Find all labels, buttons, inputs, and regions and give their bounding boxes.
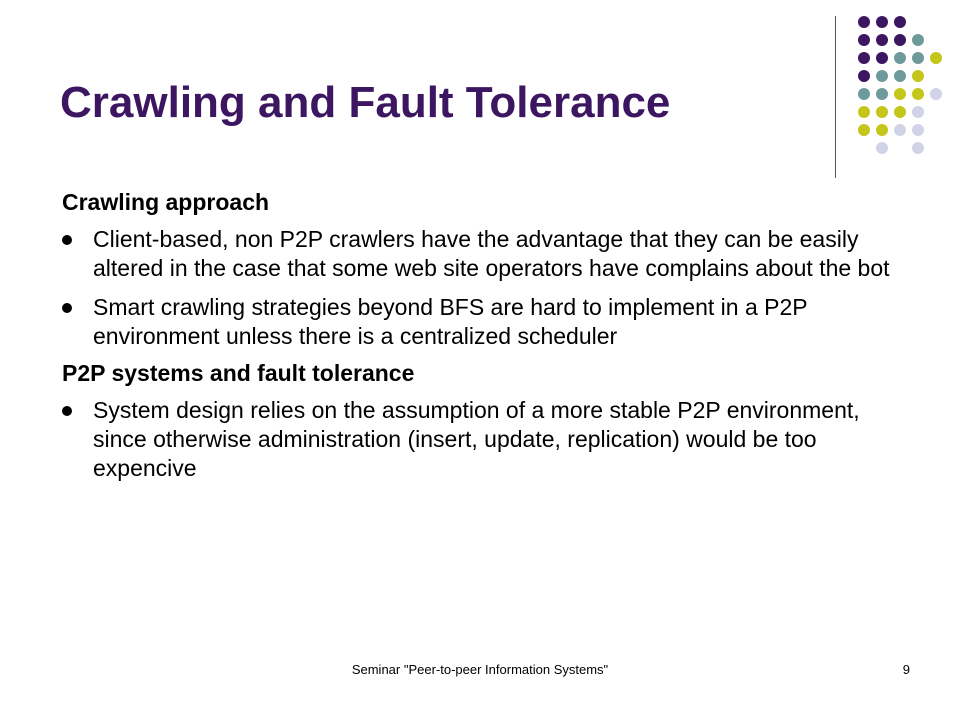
bullet-dot-icon	[62, 235, 72, 245]
decor-dot	[876, 106, 888, 118]
decor-dot	[930, 88, 942, 100]
decor-dot	[912, 124, 924, 136]
decor-dot	[876, 88, 888, 100]
decor-dot	[894, 16, 906, 28]
decor-dot	[858, 88, 870, 100]
decor-dot	[876, 142, 888, 154]
section-heading-crawling-approach: Crawling approach	[62, 189, 270, 215]
decor-dot	[894, 88, 906, 100]
bullet-text: Smart crawling strategies beyond BFS are hard to implement in a P2P environment unless there is a centralized scheduler	[93, 294, 808, 349]
footer-text: Seminar "Peer-to-peer Information Systems"	[351, 662, 609, 677]
decorative-dot-grid	[848, 12, 948, 162]
decor-dot	[876, 52, 888, 64]
slide-title: Crawling and Fault Tolerance	[60, 78, 671, 127]
decor-dot	[876, 70, 888, 82]
bullet-item	[62, 396, 912, 483]
decor-dot	[912, 106, 924, 118]
bullet-item	[62, 293, 912, 351]
decor-dot	[876, 34, 888, 46]
decor-dot	[894, 52, 906, 64]
decor-dot	[894, 70, 906, 82]
vertical-divider	[835, 16, 836, 178]
decor-dot	[858, 34, 870, 46]
decor-dot	[894, 106, 906, 118]
decor-dot	[876, 124, 888, 136]
decor-dot	[930, 52, 942, 64]
section-heading-fault-tolerance: P2P systems and fault tolerance	[62, 360, 415, 386]
page-number: 9	[902, 662, 910, 677]
slide-body	[62, 188, 912, 493]
decor-dot	[858, 106, 870, 118]
decor-dot	[894, 34, 906, 46]
decor-dot	[858, 52, 870, 64]
bullet-dot-icon	[62, 303, 72, 313]
bullet-dot-icon	[62, 406, 72, 416]
decor-dot	[912, 34, 924, 46]
bullet-item	[62, 225, 912, 283]
decor-dot	[912, 70, 924, 82]
decor-dot	[858, 16, 870, 28]
decor-dot	[912, 88, 924, 100]
decor-dot	[912, 52, 924, 64]
decor-dot	[858, 124, 870, 136]
decor-dot	[858, 70, 870, 82]
bullet-text: System design relies on the assumption of a more stable P2P environment, since otherwise administration (insert, update, replication) would be too expencive	[93, 397, 860, 481]
decor-dot	[912, 142, 924, 154]
decor-dot	[876, 16, 888, 28]
bullet-text: Client-based, non P2P crawlers have the advantage that they can be easily altered in the case that some web site operators have complains about the bot	[93, 226, 890, 281]
decor-dot	[894, 124, 906, 136]
